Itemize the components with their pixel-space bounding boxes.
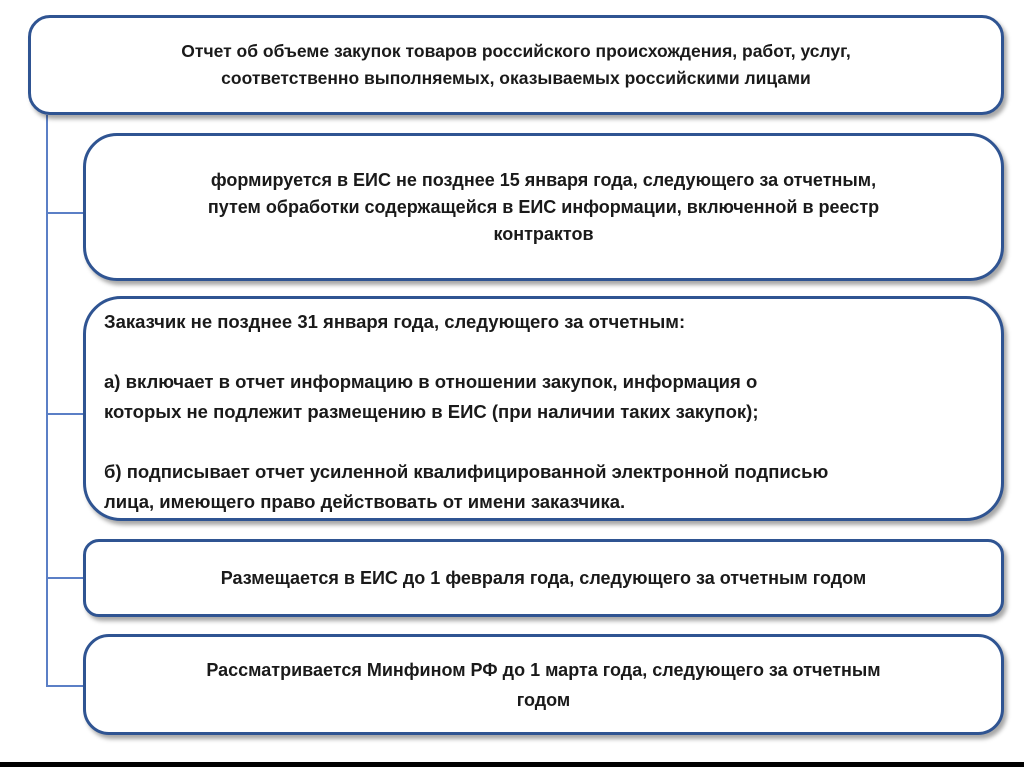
formed-line-2: путем обработки содержащейся в ЕИС информации, включенной в реестр [207,196,880,217]
customer-heading: Заказчик не позднее 31 января года, следующего за отчетным: [104,311,686,332]
reviewed-line-2: годом [516,689,571,710]
formed-line-3: контрактов [493,223,594,244]
reviewed-by-minfin-box [83,634,1004,735]
connector-branch-customer [46,413,83,415]
report-title-line-1: Отчет об объеме закупок товаров российского происхождения, работ, услуг, [181,41,851,61]
customer-item-b-line-2: лица, имеющего право действовать от имени заказчика. [104,491,626,512]
customer-item-a-line-2: которых не подлежит размещению в ЕИС (при наличии таких закупок); [104,401,759,422]
formed-in-eis-box [83,133,1004,281]
connector-branch-reviewed [46,685,83,687]
posted-text: Размещается в ЕИС до 1 февраля года, следующего за отчетным годом [220,567,867,588]
connector-branch-posted [46,577,83,579]
report-title-line-2: соответственно выполняемых, оказываемых российскими лицами [221,68,811,88]
customer-item-a-line-1: а) включает в отчет информацию в отношении закупок, информация о [104,371,758,392]
report-title-box [28,15,1004,115]
reviewed-line-1: Рассматривается Минфином РФ до 1 марта года, следующего за отчетным [206,659,881,680]
formed-line-1: формируется в ЕИС не позднее 15 января года, следующего за отчетным, [210,169,877,190]
bottom-edge-bar [0,762,1024,767]
customer-item-b-line-1: б) подписывает отчет усиленной квалифицированной электронной подписью [104,461,829,482]
posted-in-eis-box [83,539,1004,617]
connector-branch-formed [46,212,83,214]
connector-spine [46,115,48,686]
customer-duties-box [83,296,1004,521]
